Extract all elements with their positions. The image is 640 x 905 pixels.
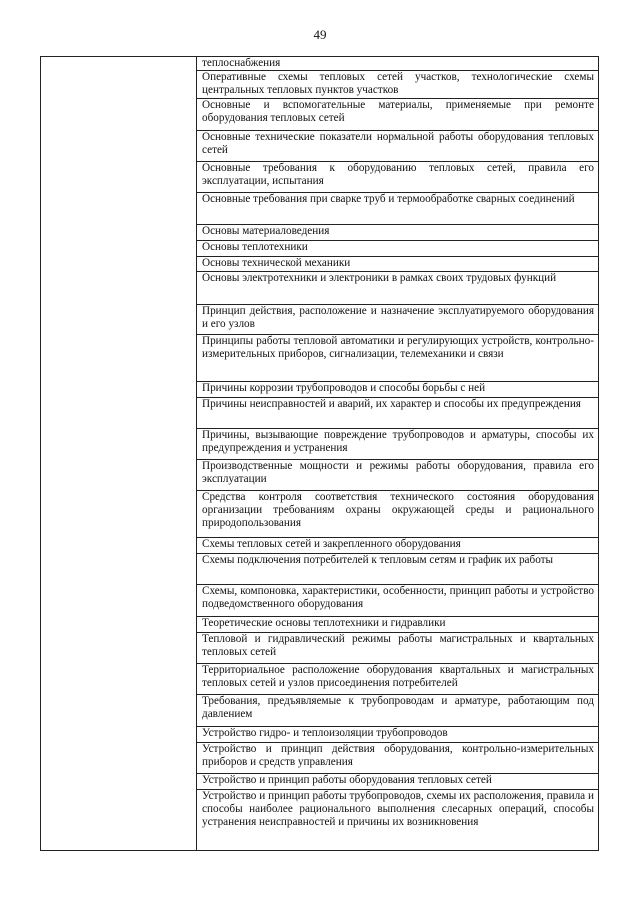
- list-item: Устройство и принцип действия оборудования, контрольно-измерительных приборов и средств управления: [197, 743, 598, 774]
- list-item: Принципы работы тепловой автоматики и регулирующих устройств, контрольно-измерительных приборов, сигнализации, телемеханики и связи: [197, 335, 598, 382]
- list-item: теплоснабжения: [197, 57, 598, 71]
- left-column-cell: [41, 57, 197, 851]
- list-item: Причины неисправностей и аварий, их характер и способы их предупреждения: [197, 398, 598, 429]
- list-item: Причины, вызывающие повреждение трубопроводов и арматуры, способы их предупреждения и устранения: [197, 429, 598, 460]
- list-item: Основные технические показатели нормальной работы оборудования тепловых сетей: [197, 131, 598, 162]
- list-item: Основные требования при сварке труб и термообработке сварных соединений: [197, 193, 598, 225]
- list-item: Средства контроля соответствия технического состояния оборудования организации требованиям охраны окружающей среды и рационального природопользования: [197, 491, 598, 538]
- list-item: Основные требования к оборудованию тепловых сетей, правила его эксплуатации, испытания: [197, 162, 598, 193]
- list-item: Схемы подключения потребителей к тепловым сетям и график их работы: [197, 554, 598, 585]
- list-item: Производственные мощности и режимы работы оборудования, правила его эксплуатации: [197, 460, 598, 491]
- list-item: Территориальное расположение оборудования квартальных и магистральных тепловых сетей и узлов присоединения потребителей: [197, 664, 598, 695]
- list-item: Устройство и принцип работы трубопроводов, схемы их расположения, правила и способы наиболее рационального выполнения слесарных операций, способы устранения неисправностей и причины их возникновения: [202, 790, 594, 829]
- list-item: Устройство гидро- и теплоизоляции трубопроводов: [197, 727, 598, 743]
- list-item: Основы материаловедения: [197, 225, 598, 241]
- list-item: Основы технической механики: [197, 257, 598, 272]
- list-item: Основы теплотехники: [197, 241, 598, 257]
- list-item: Основные и вспомогательные материалы, применяемые при ремонте оборудования тепловых сетей: [197, 99, 598, 131]
- list-item: Устройство и принцип работы оборудования тепловых сетей: [197, 774, 598, 790]
- list-item: Схемы тепловых сетей и закрепленного оборудования: [197, 538, 598, 554]
- list-item: Оперативные схемы тепловых сетей участков, технологические схемы центральных тепловых пунктов участков: [197, 71, 598, 99]
- knowledge-list-cell: [197, 57, 599, 851]
- list-item: Схемы, компоновка, характеристики, особенности, принцип работы и устройство подведомственного оборудования: [197, 585, 598, 617]
- page-number: 49: [313, 27, 327, 42]
- list-item: Принцип действия, расположение и назначение эксплуатируемого оборудования и его узлов: [197, 305, 598, 335]
- list-item: Причины коррозии трубопроводов и способы борьбы с ней: [197, 382, 598, 398]
- list-item: Тепловой и гидравлический режимы работы магистральных и квартальных тепловых сетей: [197, 633, 598, 664]
- list-item: Требования, предъявляемые к трубопроводам и арматуре, работающим под давлением: [197, 695, 598, 727]
- list-item: Основы электротехники и электроники в рамках своих трудовых функций: [197, 272, 598, 305]
- requirements-table: [40, 56, 599, 851]
- list-item: Теоретические основы теплотехники и гидравлики: [197, 617, 598, 633]
